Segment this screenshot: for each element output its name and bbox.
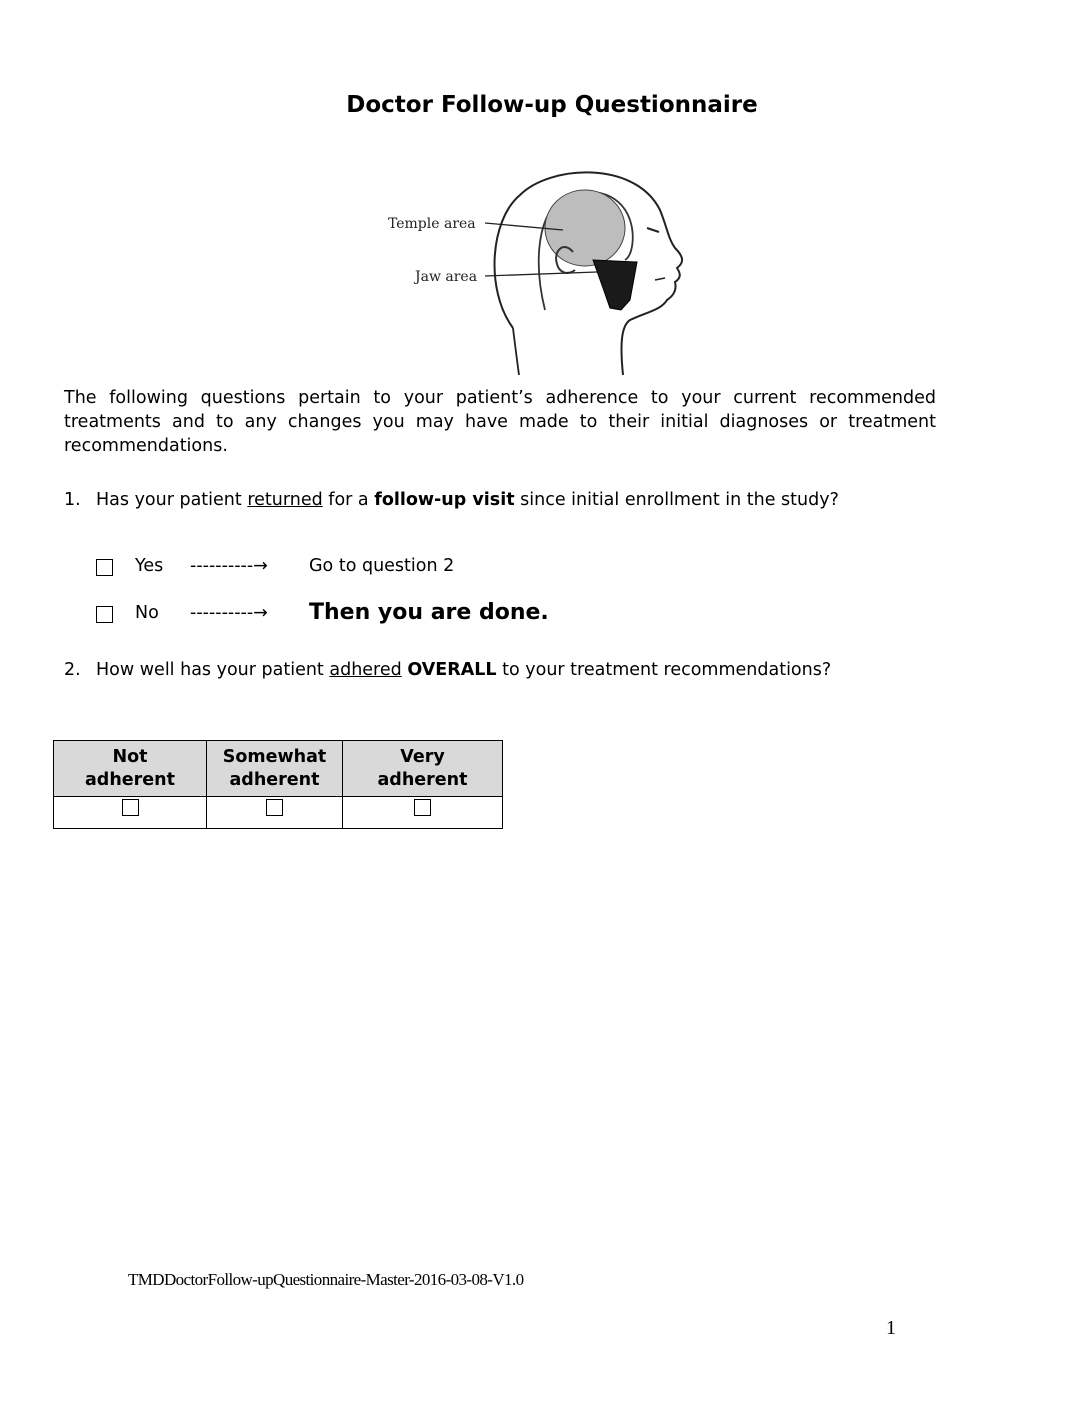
question-2-bold: OVERALL (407, 660, 497, 680)
question-1-text: since initial enrollment in the study? (514, 490, 839, 510)
very-adherent-checkbox[interactable] (414, 799, 431, 816)
question-1-text: for a (322, 490, 375, 510)
yes-checkbox[interactable] (96, 559, 113, 576)
scale-header-line: adherent (377, 769, 468, 790)
no-label: No (135, 603, 159, 623)
question-2-number: 2. (64, 660, 81, 680)
scale-header-very-adherent (343, 741, 503, 797)
scale-cell (207, 797, 343, 829)
page-title: Doctor Follow-up Questionnaire (346, 92, 758, 118)
scale-header-line: Somewhat (222, 746, 327, 767)
no-checkbox[interactable] (96, 606, 113, 623)
question-2-text: to your treatment recommendations? (496, 660, 832, 680)
question-2 (64, 660, 831, 680)
page-number: 1 (886, 1317, 896, 1339)
not-adherent-checkbox[interactable] (122, 799, 139, 816)
question-2-text: How well has your patient (96, 660, 330, 680)
temple-area-label: Temple area (388, 216, 476, 232)
scale-header-row (54, 741, 503, 797)
scale-header-line: adherent (85, 769, 175, 790)
question-1 (64, 490, 839, 510)
question-2-underlined: adhered (329, 660, 402, 680)
no-destination: Then you are done. (309, 600, 549, 625)
scale-header-not-adherent (54, 741, 207, 797)
scale-header-line: Very (400, 746, 445, 767)
question-1-number: 1. (64, 490, 81, 510)
yes-label: Yes (135, 556, 164, 576)
scale-checkbox-row (54, 797, 503, 829)
question-1-bold: follow-up visit (374, 490, 515, 510)
scale-cell (343, 797, 503, 829)
intro-paragraph: The following questions pertain to your patient’s adherence to your current recommended treatments and to any changes you may have made to their initial diagnoses or treatment recommendations. (64, 388, 936, 456)
head-diagram-image (385, 160, 695, 375)
document-footer: TMDDoctorFollow-upQuestionnaire-Master-2016-03-08-V1.0 (128, 1270, 524, 1289)
head-illustration (385, 160, 695, 375)
scale-cell (54, 797, 207, 829)
scale-header-line: Not (112, 746, 148, 767)
yes-destination: Go to question 2 (309, 556, 455, 576)
scale-header-line: adherent (229, 769, 320, 790)
question-1-underlined: returned (247, 490, 323, 510)
no-arrow: ----------→ (190, 603, 268, 623)
adherence-scale-table (53, 740, 503, 829)
question-1-text: Has your patient (96, 490, 248, 510)
scale-header-somewhat-adherent (207, 741, 343, 797)
jaw-area-label: Jaw area (415, 269, 478, 285)
somewhat-adherent-checkbox[interactable] (266, 799, 283, 816)
yes-arrow: ----------→ (190, 556, 268, 576)
